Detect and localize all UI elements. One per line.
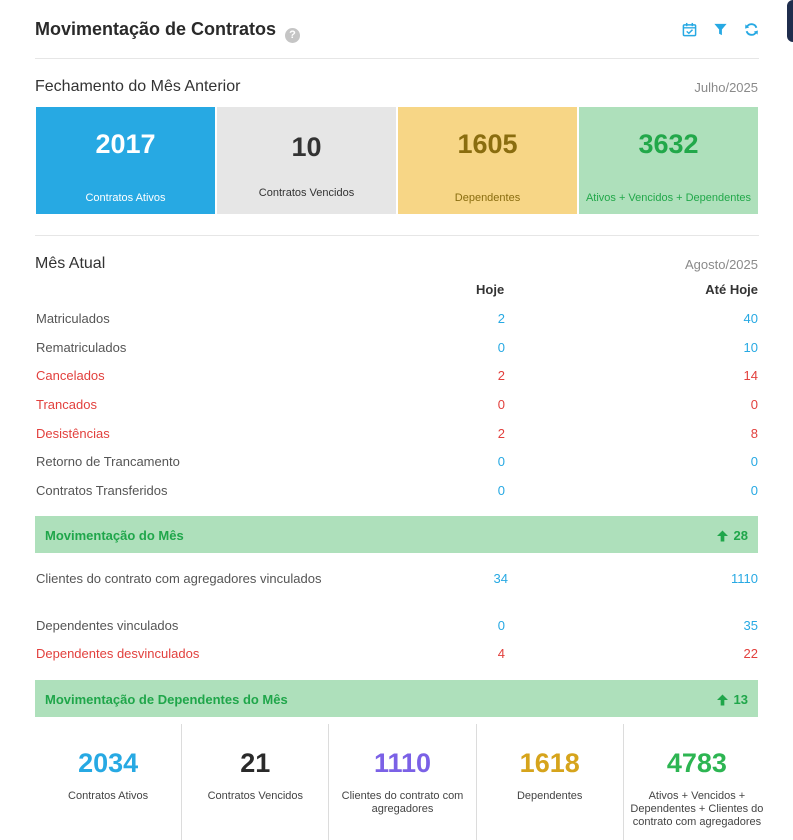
row-label: Matriculados: [36, 311, 110, 326]
contracts-movement-card: [14, 0, 793, 840]
tile-dependents: [398, 107, 577, 214]
row-today-value[interactable]: 0: [497, 340, 505, 355]
tile-value: 2017: [95, 129, 156, 159]
row-label: Cancelados: [36, 368, 105, 383]
tile-value: 10: [291, 132, 322, 162]
tile-value: 3632: [638, 129, 699, 159]
row-label: Desistências: [36, 426, 110, 441]
row-to-date-value[interactable]: 35: [743, 618, 758, 633]
table-row: [36, 368, 758, 388]
toolbar: [682, 22, 759, 37]
tile-label: Ativos + Vencidos + Dependentes: [585, 192, 752, 204]
band-value: 28: [733, 528, 748, 543]
summary-value: 4783: [666, 748, 727, 778]
help-icon[interactable]: ?: [285, 28, 300, 43]
row-to-date-value[interactable]: 14: [743, 368, 758, 383]
card-header: [35, 16, 759, 46]
tile-active-contracts: [36, 107, 215, 214]
summary-label: Ativos + Vencidos + Dependentes + Clientes do contrato com agregadores: [630, 790, 764, 828]
divider: [35, 235, 759, 236]
table-row: [36, 571, 758, 591]
row-today-value[interactable]: 0: [497, 397, 505, 412]
row-to-date-value[interactable]: 8: [750, 426, 758, 441]
band-label: Movimentação de Dependentes do Mês: [45, 692, 288, 707]
tile-label: Contratos Ativos: [85, 192, 166, 204]
row-label: Contratos Transferidos: [36, 483, 168, 498]
summary-value: 1110: [373, 748, 432, 778]
row-to-date-value[interactable]: 0: [750, 483, 758, 498]
table-row: [36, 454, 758, 474]
summary-stats: [35, 724, 770, 840]
row-to-date-value[interactable]: 40: [743, 311, 758, 326]
row-label: Rematriculados: [36, 340, 127, 355]
row-to-date-value[interactable]: 0: [750, 454, 758, 469]
summary-label: Contratos Ativos: [68, 790, 149, 802]
summary-total: [624, 724, 770, 840]
row-today-value[interactable]: 2: [497, 426, 505, 441]
tile-expired-contracts: [217, 107, 396, 214]
tile-label: Dependentes: [454, 192, 521, 204]
summary-value: 21: [240, 748, 271, 778]
column-header-to-date: Até Hoje: [705, 282, 758, 297]
previous-month-title: Fechamento do Mês Anterior: [35, 78, 241, 95]
table-row: [36, 646, 758, 666]
dependents-movement-band: [35, 680, 758, 717]
row-label: Dependentes desvinculados: [36, 646, 200, 661]
table-row: [36, 397, 758, 417]
filter-icon[interactable]: [713, 22, 728, 37]
summary-expired-contracts: [182, 724, 329, 840]
row-to-date-value[interactable]: 10: [743, 340, 758, 355]
arrow-up-icon: [717, 530, 728, 542]
summary-active-contracts: [35, 724, 182, 840]
row-label: Clientes do contrato com agregadores vinculados: [36, 571, 322, 586]
table-row: [36, 340, 758, 360]
month-movement-band: [35, 516, 758, 553]
row-today-value[interactable]: 34: [493, 571, 508, 586]
table-row: [36, 426, 758, 446]
row-today-value[interactable]: 0: [497, 483, 505, 498]
band-label: Movimentação do Mês: [45, 528, 184, 543]
band-value-group: [717, 528, 748, 543]
row-label: Trancados: [36, 397, 97, 412]
previous-month-tiles: [36, 107, 758, 214]
tile-value: 1605: [457, 129, 518, 159]
summary-label: Dependentes: [516, 790, 583, 802]
page-title: Movimentação de Contratos: [35, 19, 277, 39]
row-today-value[interactable]: 0: [497, 454, 505, 469]
refresh-icon[interactable]: [744, 22, 759, 37]
summary-value: 2034: [78, 748, 139, 778]
summary-label: Contratos Vencidos: [207, 790, 303, 802]
summary-dependents: [477, 724, 624, 840]
table-row: [36, 311, 758, 331]
row-label: Dependentes vinculados: [36, 618, 179, 633]
band-value-group: [717, 692, 748, 707]
row-to-date-value[interactable]: 1110: [731, 571, 758, 586]
row-to-date-value[interactable]: 22: [743, 646, 758, 661]
band-value: 13: [733, 692, 748, 707]
tile-label: Contratos Vencidos: [258, 187, 355, 199]
row-to-date-value[interactable]: 0: [750, 397, 758, 412]
summary-label: Clientes do contrato com agregadores: [341, 790, 464, 815]
current-month-title: Mês Atual: [35, 255, 106, 272]
previous-month-label: Julho/2025: [694, 80, 758, 95]
row-today-value[interactable]: 4: [497, 646, 505, 661]
table-row: [36, 618, 758, 638]
table-row: [36, 483, 758, 503]
calendar-check-icon[interactable]: [682, 22, 697, 37]
divider: [35, 58, 759, 59]
current-month-label: Agosto/2025: [684, 257, 758, 272]
summary-aggregator-clients: [329, 724, 476, 840]
column-header-today: Hoje: [476, 282, 505, 297]
side-panel-tab[interactable]: [787, 0, 793, 42]
row-today-value[interactable]: 2: [497, 311, 505, 326]
arrow-up-icon: [717, 694, 728, 706]
tile-total: [579, 107, 758, 214]
row-today-value[interactable]: 0: [497, 618, 505, 633]
summary-value: 1618: [519, 748, 580, 778]
row-today-value[interactable]: 2: [497, 368, 505, 383]
row-label: Retorno de Trancamento: [36, 454, 180, 469]
